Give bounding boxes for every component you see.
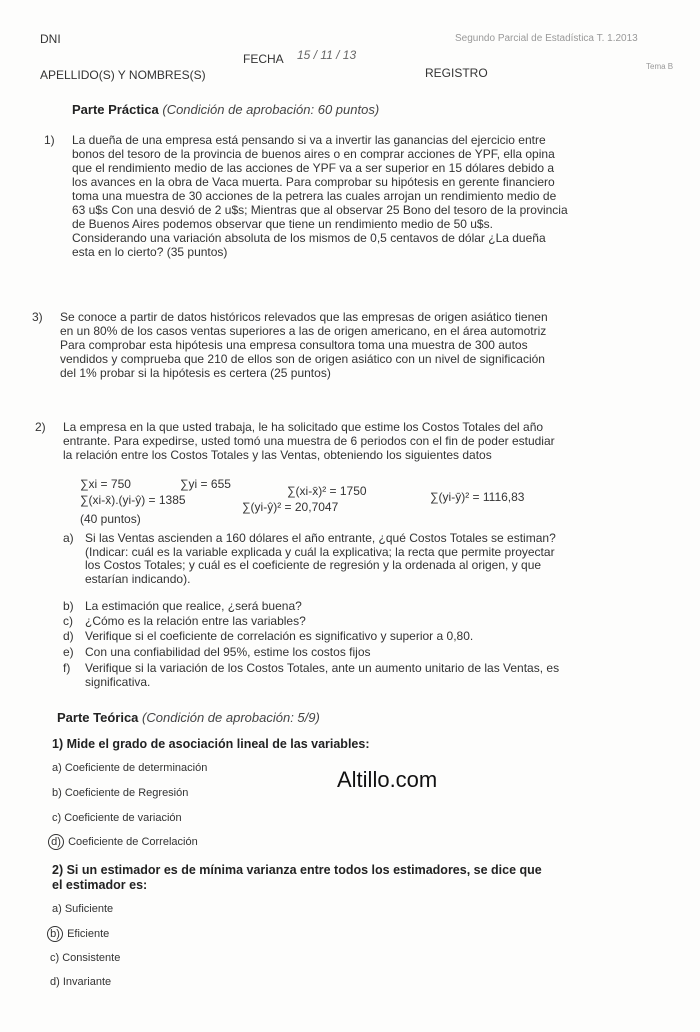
- formula-sxx: ∑(xi-x̄)² = 1750: [287, 484, 367, 498]
- option-text: Invariante: [62, 976, 112, 988]
- exercise-1-line: 63 u$s Con una desvió de 2 u$s; Mientras que al observar 25 Bono del tesoro de la provincia: [72, 203, 568, 217]
- item-line: los Costos Totales; y cuál es el coeficiente de regresión y la ordenada al origen, y que: [85, 558, 542, 573]
- option-label: d): [50, 976, 60, 988]
- item-label: f): [63, 661, 71, 675]
- option-label: a): [52, 903, 62, 915]
- exercise-2-item-f: [63, 661, 560, 689]
- exercise-2-item-a: [63, 531, 556, 586]
- exercise-1-number: 1): [44, 133, 55, 147]
- option-text: Eficiente: [67, 928, 110, 940]
- practica-heading: [72, 102, 379, 117]
- item-label: e): [63, 645, 74, 659]
- exercise-2-points: (40 puntos): [80, 512, 141, 526]
- q2-option-c: [50, 952, 120, 964]
- item-line: (Indicar: cuál es la variable explicada y cuál la explicativa; la recta que permite proyectar: [85, 544, 555, 559]
- q2-option-d: [50, 976, 111, 988]
- exercise-2-item-b: [63, 599, 302, 614]
- exercise-1-line: La dueña de una empresa está pensando si va a invertir las ganancias del ejercicio entre: [72, 133, 546, 147]
- item-line: La estimación que realice, ¿será buena?: [85, 599, 302, 613]
- item-line: ¿Cómo es la relación entre las variables?: [85, 614, 306, 628]
- dni-label: DNI: [40, 32, 61, 46]
- item-line: Verifique si el coeficiente de correlación es significativo y superior a 0,80.: [85, 629, 474, 643]
- exercise-1-line: bonos del tesoro de la provincia de buenos aires o en comprar acciones de YPF, ella opina: [72, 147, 555, 161]
- practica-title: Parte Práctica: [72, 102, 159, 117]
- watermark-text: Altillo.com: [337, 767, 438, 792]
- exercise-2-item-d: [63, 629, 474, 644]
- item-label: d): [63, 629, 74, 643]
- formula-sum-y: ∑yi = 655: [180, 477, 231, 491]
- item-line: Verifique si la variación de los Costos Totales, ante un aumento unitario de las Ventas, es: [85, 661, 560, 675]
- formula-sum-x: ∑xi = 750: [80, 477, 131, 491]
- exercise-3-line: en un 80% de los casos ventas superiores a las de origen americano, en el área automotriz: [60, 324, 547, 338]
- exercise-3-line: Se conoce a partir de datos históricos relevados que las empresas de origen asiático tienen: [60, 310, 548, 324]
- option-text: Coeficiente de Correlación: [68, 836, 198, 848]
- exercise-2-line: la relación entre los Costos Totales y las Ventas, obteniendo los siguientes datos: [63, 448, 492, 462]
- item-line: estarían indicando).: [85, 571, 191, 586]
- option-text: Suficiente: [64, 903, 114, 915]
- item-label: b): [63, 599, 74, 613]
- exercise-3-line: vendidos y comprueba que 210 de ellos son de origen asiático con un nivel de significación: [60, 352, 545, 366]
- item-line: Con una confiabilidad del 95%, estime los costos fijos: [85, 645, 371, 659]
- formula-sse: ∑(yi-ŷ)² = 20,7047: [242, 500, 339, 514]
- apellido-label: APELLIDO(S) Y NOMBRES(S): [40, 68, 206, 82]
- exercise-3-line: Para comprobar esta hipótesis una empresa consultora toma una muestra de 300 autos: [60, 338, 528, 352]
- registro-label: REGISTRO: [425, 66, 488, 80]
- exercise-1-line: que el rendimiento medio de las acciones de YPF va a ser superior en 15 dólares debido a: [72, 161, 555, 175]
- exercise-1-line: esta en lo cierto? (35 puntos): [72, 245, 228, 259]
- exercise-3: [32, 310, 548, 380]
- option-text: Consistente: [62, 952, 121, 964]
- exercise-3-number: 3): [32, 310, 43, 324]
- exam-subtitle: Tema B: [646, 62, 674, 71]
- formula-syy: ∑(yi-ȳ)² = 1116,83: [430, 490, 525, 504]
- exercise-1-line: Considerando una variación absoluta de los mismos de 0,5 centavos de dólar ¿La dueña: [72, 231, 546, 245]
- exercise-1-line: los avances en la obra de Vaca muerta. Para comprobar su hipótesis en gerente financiero: [72, 175, 555, 189]
- q2-option-b: [47, 926, 109, 942]
- practica-condition: (Condición de aprobación: 60 puntos): [162, 102, 380, 117]
- q1-option-c: [52, 812, 182, 824]
- teorica-heading: [57, 710, 320, 725]
- item-line: Si las Ventas ascienden a 160 dólares el año entrante, ¿qué Costos Totales se estiman?: [85, 531, 556, 545]
- option-label: c): [52, 812, 62, 824]
- option-text: Coeficiente de determinación: [64, 762, 208, 774]
- option-text: Coeficiente de variación: [64, 812, 182, 824]
- option-text: Coeficiente de Regresión: [64, 787, 189, 799]
- fecha-label: FECHA: [243, 52, 284, 66]
- q1-option-d: [48, 834, 198, 850]
- formula-sxy: ∑(xi-x̄).(yi-ŷ) = 1385: [80, 493, 186, 507]
- exercise-2-line: La empresa en la que usted trabaja, le ha solicitado que estime los Costos Totales del año: [63, 420, 544, 434]
- option-label-circled: d): [48, 834, 64, 850]
- item-line: significativa.: [85, 674, 151, 689]
- teorica-title: Parte Teórica: [57, 710, 139, 725]
- q2-option-a: [52, 903, 113, 915]
- option-label-circled: b): [47, 926, 63, 942]
- exam-title: Segundo Parcial de Estadística T. 1.2013: [455, 33, 638, 44]
- item-label: c): [63, 614, 73, 628]
- option-label: a): [52, 762, 62, 774]
- exercise-1-line: de Buenos Aires podemos observar que tiene un rendimiento medio de 50 u$s.: [72, 217, 493, 231]
- exercise-1-line: toma una muestra de 30 acciones de la petrera las cuales arrojan un rendimiento medio de: [72, 189, 557, 203]
- q1-option-a: [52, 762, 207, 774]
- q1-option-b: [52, 787, 188, 799]
- teorica-condition: (Condición de aprobación: 5/9): [142, 710, 320, 725]
- question-2-line-2: el estimador es:: [52, 878, 148, 892]
- fecha-value: 15 / 11 / 13: [297, 48, 357, 62]
- item-label: a): [63, 531, 74, 545]
- exercise-3-line: del 1% probar si la hipótesis es certera (25 puntos): [60, 366, 331, 380]
- question-1: 1) Mide el grado de asociación lineal de las variables:: [52, 737, 370, 751]
- exercise-2-item-c: [63, 614, 306, 629]
- exercise-2-number: 2): [35, 420, 46, 434]
- question-2-line-1: 2) Si un estimador es de mínima varianza entre todos los estimadores, se dice que: [52, 863, 542, 877]
- option-label: b): [52, 787, 62, 799]
- exercise-1: [44, 133, 568, 259]
- option-label: c): [50, 952, 60, 964]
- exercise-2-line: entrante. Para expedirse, usted tomó una muestra de 6 periodos con el fin de poder estudiar: [63, 434, 555, 448]
- exercise-2-item-e: [63, 645, 371, 660]
- exercise-2: [35, 420, 555, 462]
